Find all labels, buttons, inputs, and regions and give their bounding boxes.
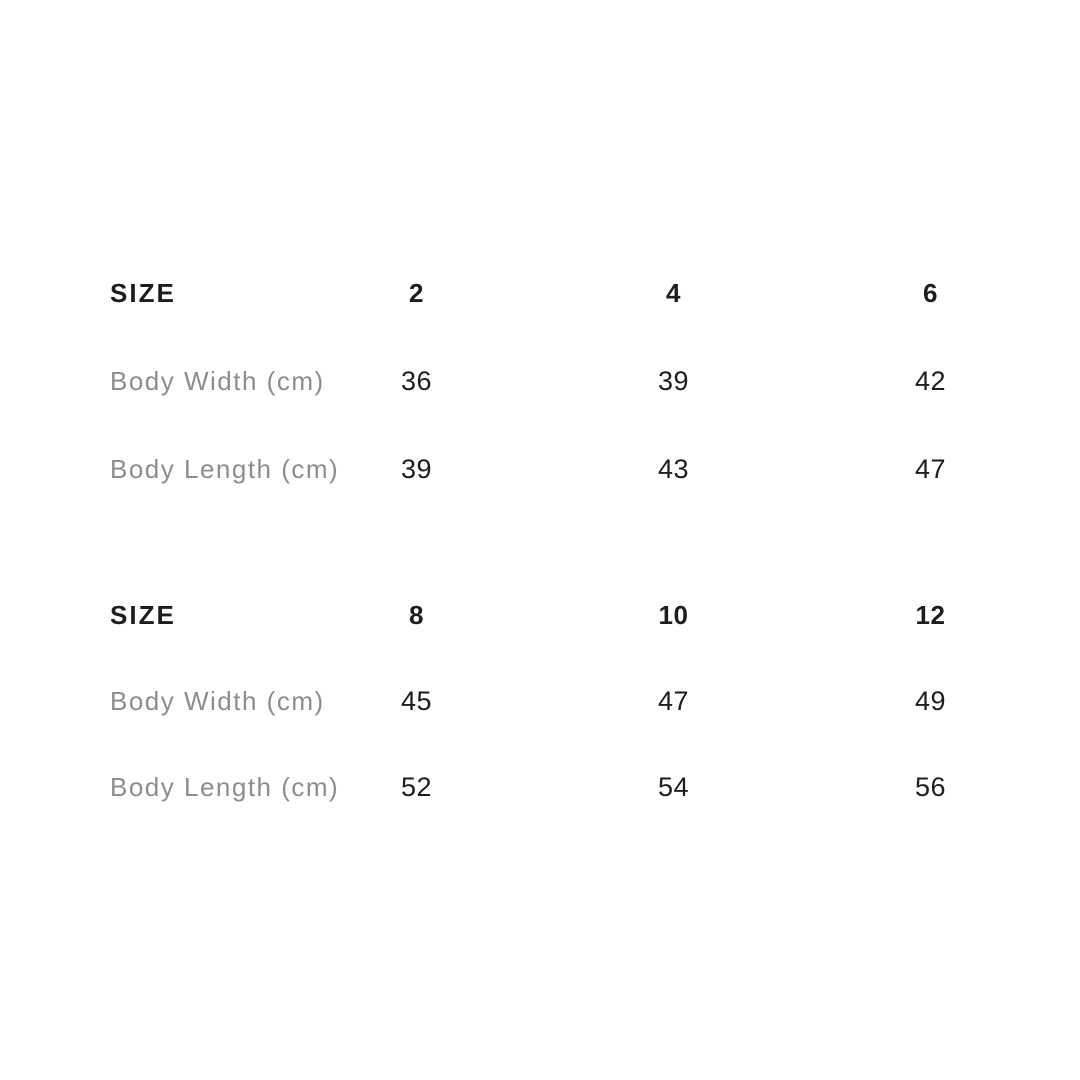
size-column-header: 10	[658, 599, 689, 630]
row-label: Body Length (cm)	[110, 771, 340, 802]
body-length-row	[110, 425, 1059, 513]
cell-value: 39	[657, 365, 690, 396]
size-table-small	[110, 249, 1059, 513]
size-column-header: 4	[666, 277, 681, 308]
body-width-row	[110, 658, 1059, 744]
cell-value: 54	[657, 771, 690, 802]
row-label: Body Length (cm)	[110, 453, 340, 484]
row-label: Body Width (cm)	[110, 365, 325, 396]
cell-value: 42	[914, 365, 947, 396]
cell-value: 36	[400, 365, 433, 396]
cell-value: 45	[400, 685, 433, 716]
cell-value: 39	[400, 453, 433, 484]
body-length-row	[110, 744, 1059, 830]
cell-value: 49	[914, 685, 947, 716]
size-header-label: SIZE	[110, 277, 176, 308]
cell-value: 47	[657, 685, 690, 716]
cell-value: 43	[657, 453, 690, 484]
size-column-header: 8	[409, 599, 424, 630]
body-width-row	[110, 337, 1059, 425]
size-column-header: 12	[915, 599, 946, 630]
row-label: Body Width (cm)	[110, 685, 325, 716]
cell-value: 47	[914, 453, 947, 484]
cell-value: 56	[914, 771, 947, 802]
table-header-row	[110, 249, 1059, 337]
size-column-header: 2	[409, 277, 424, 308]
table-header-row	[110, 572, 1059, 658]
cell-value: 52	[400, 771, 433, 802]
size-table-large	[110, 572, 1059, 830]
size-column-header: 6	[923, 277, 938, 308]
size-header-label: SIZE	[110, 599, 176, 630]
